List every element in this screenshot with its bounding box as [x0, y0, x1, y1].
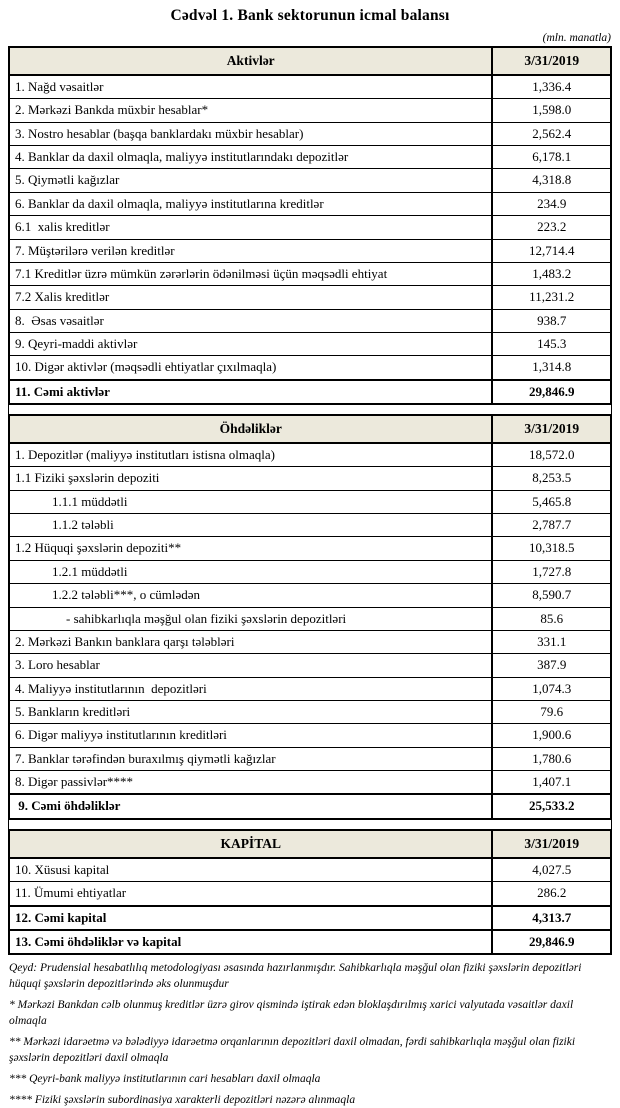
row-value: 10,318.5: [492, 537, 611, 560]
table-row: [9, 882, 611, 906]
row-value: 1,727.8: [492, 560, 611, 583]
row-label: 11. Cəmi aktivlər: [9, 380, 492, 404]
table-row: [9, 630, 611, 653]
row-label: 2. Mərkəzi Bankda müxbir hesablar*: [9, 99, 492, 122]
capital-table-section: [8, 829, 612, 955]
row-value: 286.2: [492, 882, 611, 906]
row-value: 2,562.4: [492, 122, 611, 145]
table-gap: [8, 820, 612, 829]
table-row: [9, 169, 611, 192]
table-row: [9, 560, 611, 583]
row-value: 223.2: [492, 216, 611, 239]
row-value: 1,483.2: [492, 262, 611, 285]
row-label: 11. Ümumi ehtiyatlar: [9, 882, 492, 906]
table-row: [9, 584, 611, 607]
table-row: [9, 99, 611, 122]
footnotes: [8, 960, 612, 1108]
table-header-row: [9, 415, 611, 443]
row-label: 10. Digər aktivlər (məqsədli ehtiyatlar çıxılmaqla): [9, 356, 492, 380]
table-header-label: Aktivlər: [9, 47, 492, 75]
table-row: [9, 906, 611, 930]
row-label: 8. Digər passivlər****: [9, 771, 492, 795]
row-label: 1.2 Hüquqi şəxslərin depoziti**: [9, 537, 492, 560]
capital-table: [8, 829, 612, 955]
row-value: 79.6: [492, 700, 611, 723]
row-value: 331.1: [492, 630, 611, 653]
row-value: 5,465.8: [492, 490, 611, 513]
page-title: Cədvəl 1. Bank sektorunun icmal balansı: [170, 7, 450, 24]
row-label: 7.2 Xalis kreditlər: [9, 286, 492, 309]
row-value: 387.9: [492, 654, 611, 677]
table-row: [9, 122, 611, 145]
row-label: 6. Banklar da daxil olmaqla, maliyyə institutlarına kreditlər: [9, 192, 492, 215]
row-value: 8,253.5: [492, 467, 611, 490]
unit-note: (mln. manatla): [542, 32, 611, 44]
row-label: 3. Nostro hesablar (başqa banklardakı müxbir hesablar): [9, 122, 492, 145]
row-value: 1,900.6: [492, 724, 611, 747]
table-row: [9, 858, 611, 882]
footnote: **** Fiziki şəxslərin subordinasiya xarakterli depozitləri nəzərə alınmaqla: [9, 1094, 356, 1107]
table-header-date: 3/31/2019: [492, 415, 611, 443]
row-label: 9. Cəmi öhdəliklər: [9, 794, 492, 818]
table-row: [9, 332, 611, 355]
row-label: 1.1 Fiziki şəxslərin depoziti: [9, 467, 492, 490]
table-row: [9, 607, 611, 630]
table-row: [9, 700, 611, 723]
table-row: [9, 75, 611, 99]
footnote: Qeyd: Prudensial hesabatlılıq metodologiyası əsasında hazırlanmışdır. Sahibkarlıqla məşğul olan fiziki şəxslərin depozitləri hüquqi şəxslərin depozitlərində əks olunmuşdur: [9, 961, 582, 991]
row-label: 4. Banklar da daxil olmaqla, maliyyə institutlarındakı depozitlər: [9, 146, 492, 169]
table-row: [9, 443, 611, 467]
row-value: 1,336.4: [492, 75, 611, 99]
row-value: 8,590.7: [492, 584, 611, 607]
row-value: 938.7: [492, 309, 611, 332]
table-row: [9, 490, 611, 513]
table-row: [9, 724, 611, 747]
table-header-label: Öhdəliklər: [9, 415, 492, 443]
liabilities-table-body: [9, 443, 611, 819]
row-value: 11,231.2: [492, 286, 611, 309]
capital-table-body: [9, 858, 611, 954]
row-label: 1.2.1 müddətli: [9, 560, 492, 583]
row-value: 234.9: [492, 192, 611, 215]
table-row: [9, 239, 611, 262]
row-label: 6. Digər maliyyə institutlarının kreditləri: [9, 724, 492, 747]
row-label: 1. Nağd vəsaitlər: [9, 75, 492, 99]
row-label: 2. Mərkəzi Bankın banklara qarşı tələbləri: [9, 630, 492, 653]
row-value: 29,846.9: [492, 380, 611, 404]
table-row: [9, 514, 611, 537]
row-label: 12. Cəmi kapital: [9, 906, 492, 930]
row-value: 1,780.6: [492, 747, 611, 770]
footnote: * Mərkəzi Bankdan cəlb olunmuş kreditlər üzrə girov qismində iştirak edən bloklaşdırılmış xarici valyutada vəsaitlər daxil olmaqla: [9, 998, 574, 1028]
assets-table-body: [9, 75, 611, 404]
row-label: 1.1.2 tələbli: [9, 514, 492, 537]
row-label: 8. Əsas vəsaitlər: [9, 309, 492, 332]
table-row: [9, 146, 611, 169]
row-value: 6,178.1: [492, 146, 611, 169]
row-label: 7. Banklar tərəfindən buraxılmış qiymətli kağızlar: [9, 747, 492, 770]
row-value: 12,714.4: [492, 239, 611, 262]
table-header-label: KAPİTAL: [9, 830, 492, 858]
row-value: 1,598.0: [492, 99, 611, 122]
row-label: 10. Xüsusi kapital: [9, 858, 492, 882]
row-label: 5. Qiymətli kağızlar: [9, 169, 492, 192]
table-row: [9, 309, 611, 332]
row-value: 4,027.5: [492, 858, 611, 882]
table-row: [9, 216, 611, 239]
table-row: [9, 262, 611, 285]
row-value: 4,318.8: [492, 169, 611, 192]
row-label: 1.1.1 müddətli: [9, 490, 492, 513]
row-value: 2,787.7: [492, 514, 611, 537]
table-gap: [8, 405, 612, 414]
row-value: 1,074.3: [492, 677, 611, 700]
assets-table: [8, 46, 612, 405]
table-row: [9, 380, 611, 404]
row-label: 3. Loro hesablar: [9, 654, 492, 677]
row-label: - sahibkarlıqla məşğul olan fiziki şəxslərin depozitləri: [9, 607, 492, 630]
row-value: 4,313.7: [492, 906, 611, 930]
row-label: 5. Bankların kreditləri: [9, 700, 492, 723]
row-value: 18,572.0: [492, 443, 611, 467]
table-header-date: 3/31/2019: [492, 830, 611, 858]
table-row: [9, 356, 611, 380]
row-value: 1,314.8: [492, 356, 611, 380]
table-row: [9, 537, 611, 560]
footnote: *** Qeyri-bank maliyyə institutlarının cari hesabları daxil olmaqla: [9, 1073, 321, 1086]
row-value: 1,407.1: [492, 771, 611, 795]
row-label: 7.1 Kreditlər üzrə mümkün zərərlərin ödənilməsi üçün məqsədli ehtiyat: [9, 262, 492, 285]
row-label: 6.1 xalis kreditlər: [9, 216, 492, 239]
table-row: [9, 930, 611, 954]
table-row: [9, 192, 611, 215]
row-value: 145.3: [492, 332, 611, 355]
row-label: 1.2.2 tələbli***, o cümlədən: [9, 584, 492, 607]
liabilities-table: [8, 414, 612, 820]
table-row: [9, 747, 611, 770]
liabilities-table-section: [8, 414, 612, 820]
row-label: 4. Maliyyə institutlarının depozitləri: [9, 677, 492, 700]
footnote: ** Mərkəzi idarəetmə və bələdiyyə idarəetmə orqanlarının depozitləri daxil olmadan, fərdi sahibkarlıqla məşğul olan fiziki şəxslərin depozitləri daxil olmaqla: [9, 1036, 576, 1065]
table-row: [9, 794, 611, 818]
table-header-row: [9, 830, 611, 858]
row-label: 7. Müştərilərə verilən kreditlər: [9, 239, 492, 262]
table-row: [9, 286, 611, 309]
table-row: [9, 771, 611, 795]
assets-table-section: [8, 46, 612, 405]
row-value: 85.6: [492, 607, 611, 630]
table-row: [9, 677, 611, 700]
row-label: 13. Cəmi öhdəliklər və kapital: [9, 930, 492, 954]
row-value: 29,846.9: [492, 930, 611, 954]
row-label: 1. Depozitlər (maliyyə institutları istisna olmaqla): [9, 443, 492, 467]
row-value: 25,533.2: [492, 794, 611, 818]
table-header-row: [9, 47, 611, 75]
table-row: [9, 654, 611, 677]
row-label: 9. Qeyri-maddi aktivlər: [9, 332, 492, 355]
table-header-date: 3/31/2019: [492, 47, 611, 75]
table-row: [9, 467, 611, 490]
